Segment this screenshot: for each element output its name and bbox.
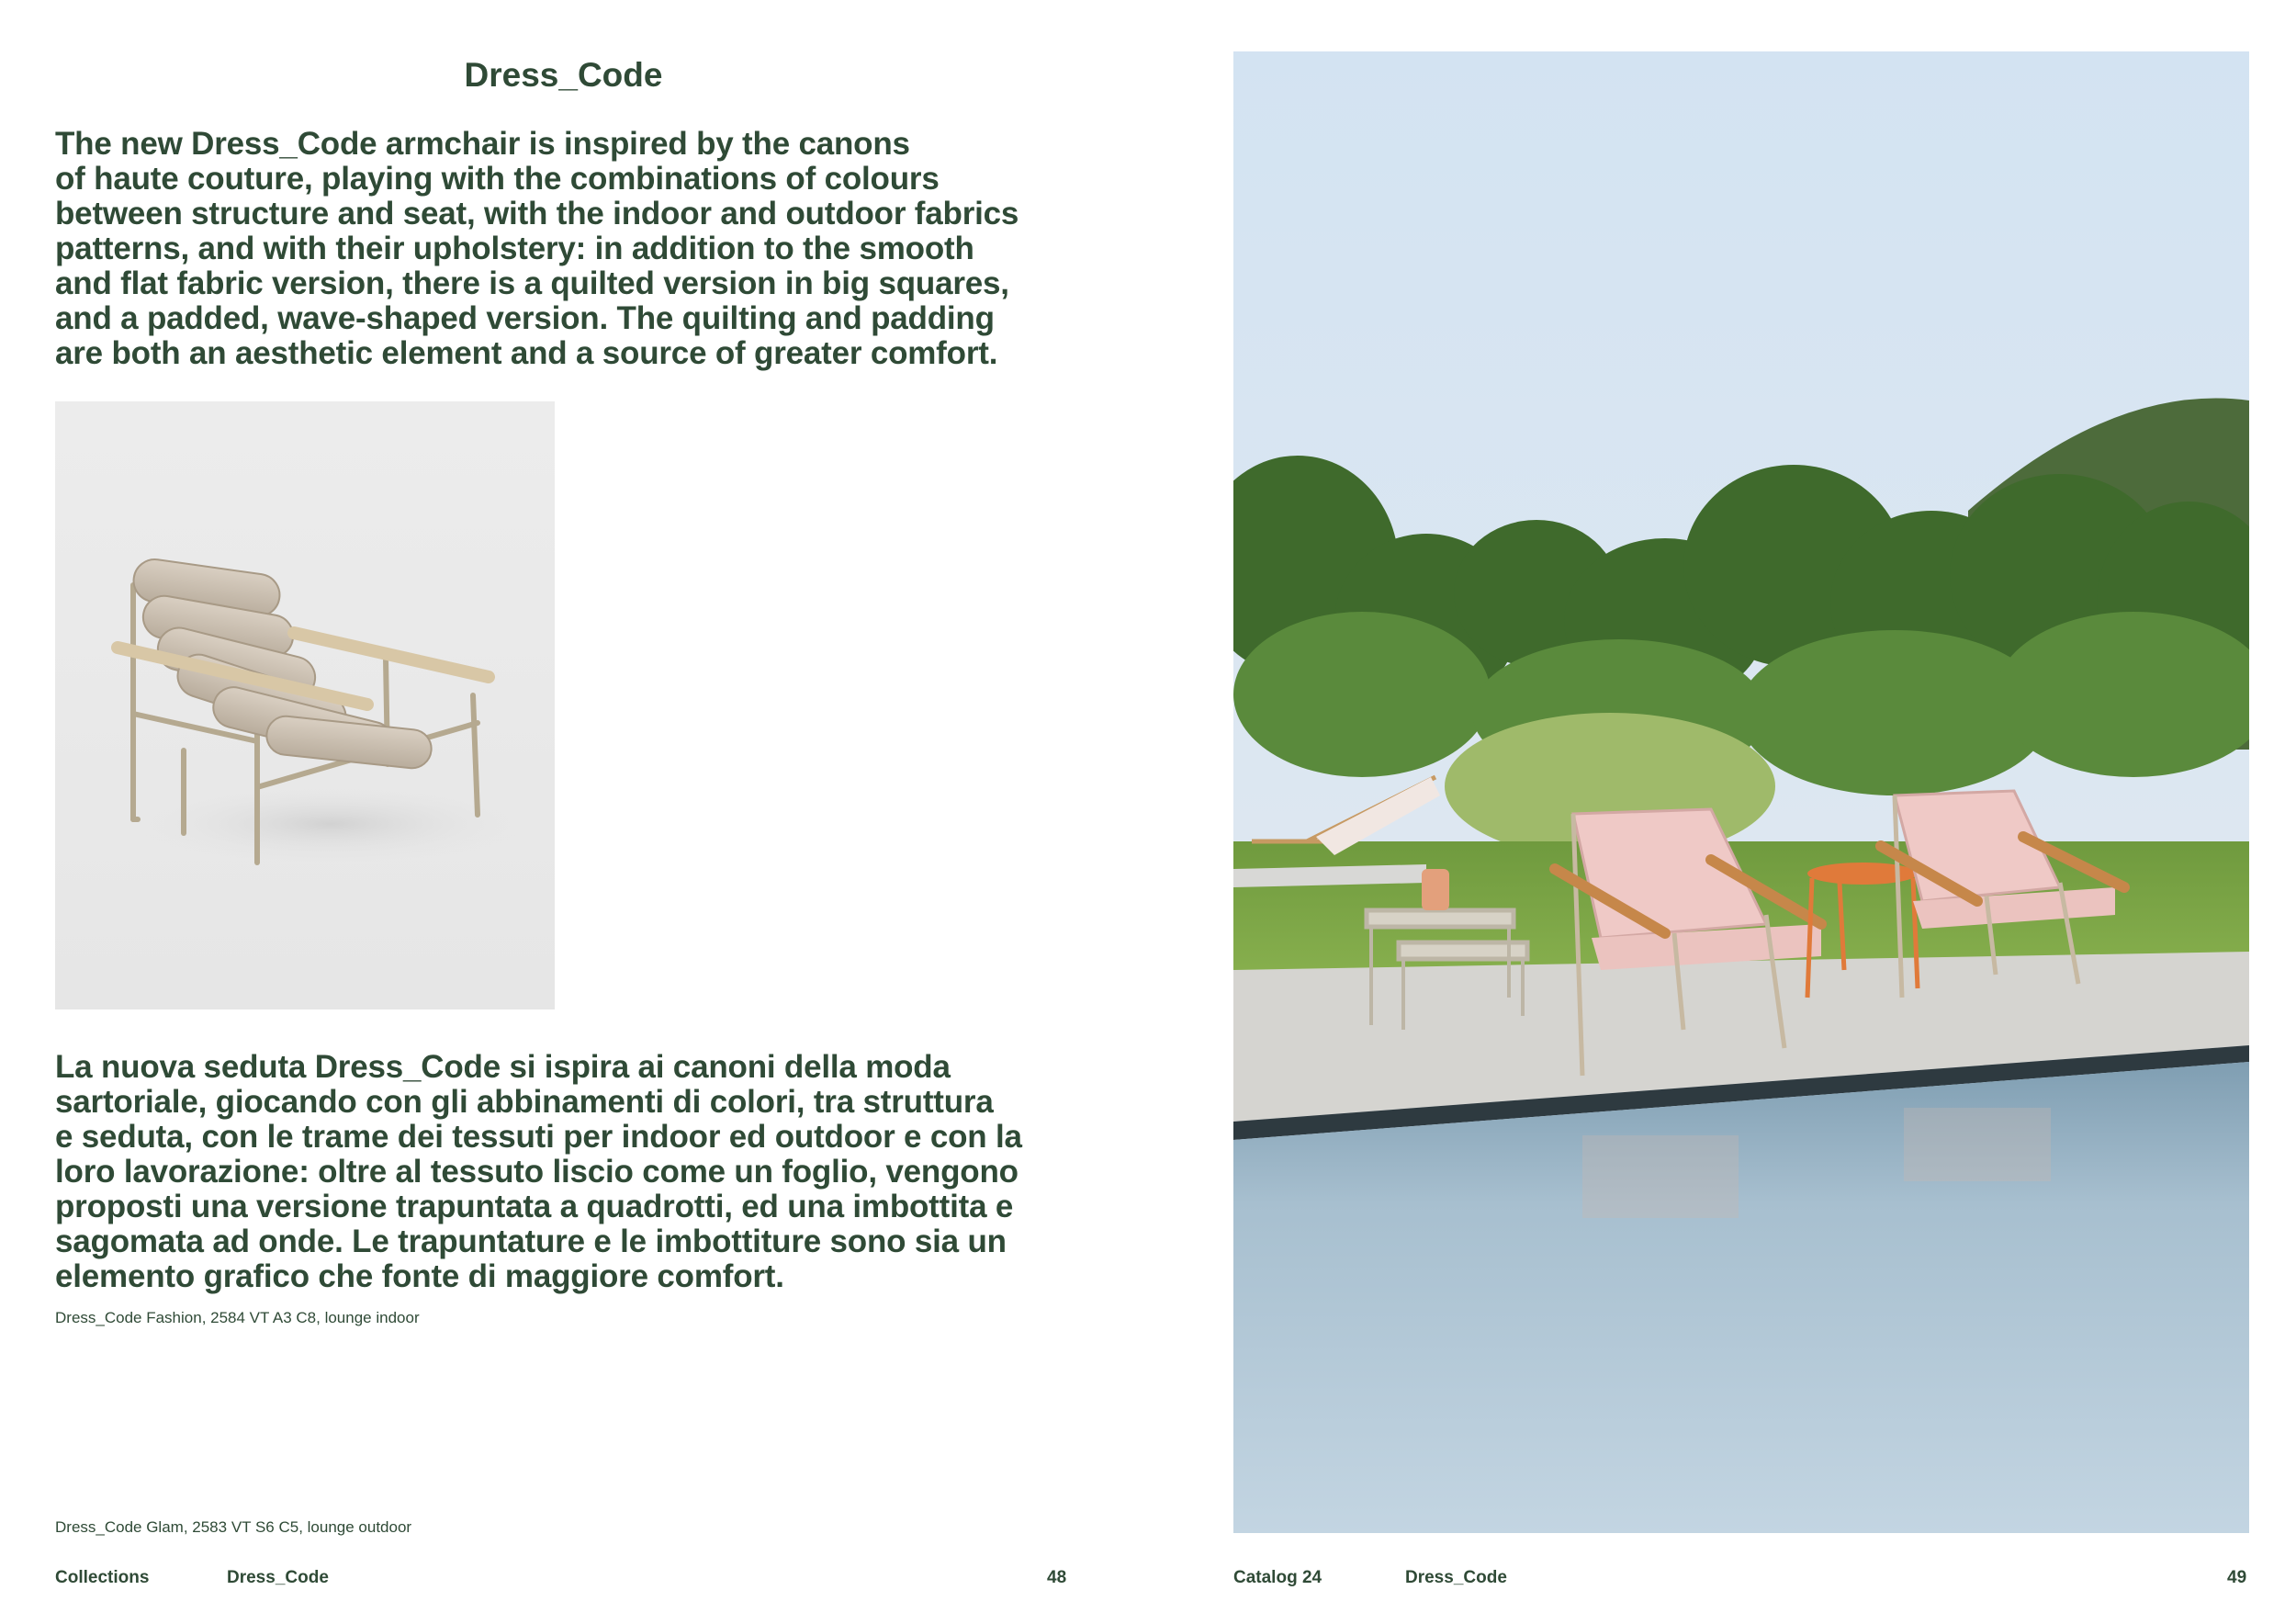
footer-section: Collections [55,1568,150,1587]
text-line: patterns, and with their upholstery: in addition to the smooth [55,231,974,266]
footer-collection: Dress_Code [227,1568,329,1587]
text-line: proposti una versione trapuntata a quadrotti, ed una imbottita e [55,1189,1014,1224]
text-line: sartoriale, giocando con gli abbinamenti di colori, tra struttura [55,1084,994,1120]
description-english [55,127,1111,371]
text-line: e seduta, con le trame dei tessuti per indoor ed outdoor e con la [55,1119,1022,1155]
text-line: loro lavorazione: oltre al tessuto liscio come un foglio, vengono [55,1154,1019,1190]
text-line: sagomata ad onde. Le trapuntature e le imbottiture sono sia un [55,1224,1007,1259]
poolside-scene-photo [1233,51,2249,1533]
product-photo-caption: Dress_Code Fashion, 2584 VT A3 C8, lounge indoor [55,1309,420,1326]
text-line: and a padded, wave-shaped version. The quilting and padding [55,300,995,336]
text-line: are both an aesthetic element and a source of greater comfort. [55,335,998,371]
text-line: of haute couture, playing with the combinations of colours [55,161,940,197]
description-italian [55,1050,1111,1294]
text-line: and flat fabric version, there is a quilted version in big squares, [55,265,1009,301]
text-line: elemento grafico che fonte di maggiore comfort. [55,1258,784,1294]
armchair-product-photo [55,401,555,1009]
text-line: The new Dress_Code armchair is inspired by the canons [55,126,910,162]
footer-section: Catalog 24 [1233,1568,1322,1587]
footer-collection: Dress_Code [1405,1568,1507,1587]
page-number: 49 [2227,1568,2247,1587]
page-number: 48 [1047,1568,1067,1587]
scene-photo-caption: Dress_Code Glam, 2583 VT S6 C5, lounge outdoor [55,1518,412,1536]
page-title: Dress_Code [464,56,663,94]
text-line: La nuova seduta Dress_Code si ispira ai canoni della moda [55,1049,951,1085]
text-line: between structure and seat, with the indoor and outdoor fabrics [55,196,1019,231]
